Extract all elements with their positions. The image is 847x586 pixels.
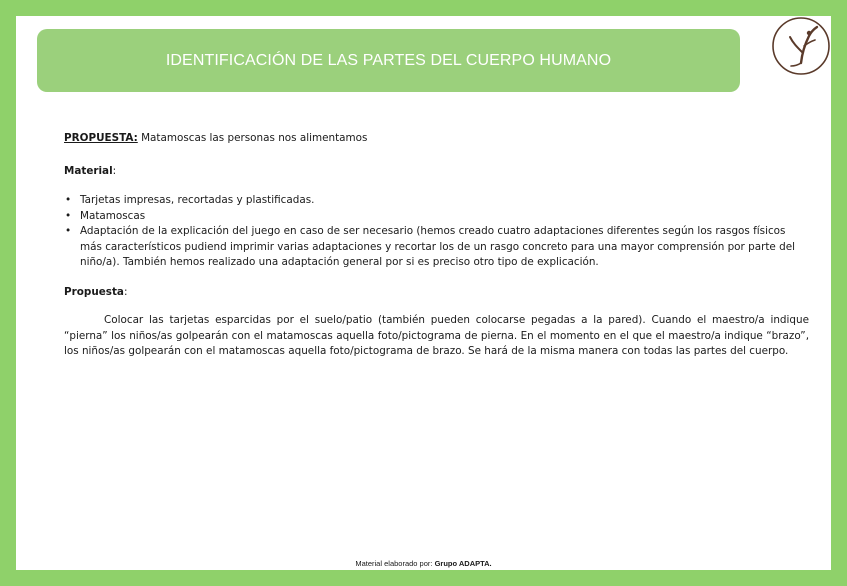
footer-author: Grupo ADAPTA. [434, 559, 492, 568]
list-item: • Adaptación de la explicación del juego en caso de ser necesario (hemos creado cuatro adaptaciones diferentes según los rasgos físicos más característicos pudiend imprimir varias adaptaciones y recortar los de un rasgo concreto para una mayor comprensión por parte del niño/a). También hemos realizado una adaptación general por si es preciso otro tipo de explicación. [80, 224, 809, 271]
propuesta-heading: Propuesta: [64, 285, 128, 298]
footer-prefix: Material elaborado por: [355, 559, 435, 568]
content-body [64, 131, 809, 360]
material-heading: Material: [64, 164, 117, 177]
propuesta-label: Propuesta [64, 285, 124, 298]
proposal-text: Matamoscas las personas nos alimentamos [137, 132, 368, 144]
material-label: Material [64, 164, 113, 177]
footer-credit [0, 559, 847, 568]
proposal-line [64, 131, 809, 147]
page-title: IDENTIFICACIÓN DE LAS PARTES DEL CUERPO HUMANO [165, 51, 612, 69]
list-item: • Tarjetas impresas, recortadas y plastificadas. [80, 193, 809, 209]
list-item: • Matamoscas [80, 209, 809, 225]
dancer-logo-icon [771, 16, 831, 76]
proposal-label: PROPUESTA: [64, 132, 138, 144]
propuesta-paragraph: Colocar las tarjetas esparcidas por el suelo/patio (también pueden colocarse pegadas a la pared). Cuando el maestro/a indique “pierna” los niños/as golpearán con el matamoscas aquella foto/pictograma de pierna. En el momento en el que el maestro/a indique “brazo”, los niños/as golpearán con el matamoscas aquella foto/pictograma de brazo. Se hará de la misma manera con todas las partes del cuerpo. [64, 314, 809, 357]
material-list [64, 193, 809, 271]
title-banner [37, 29, 740, 92]
